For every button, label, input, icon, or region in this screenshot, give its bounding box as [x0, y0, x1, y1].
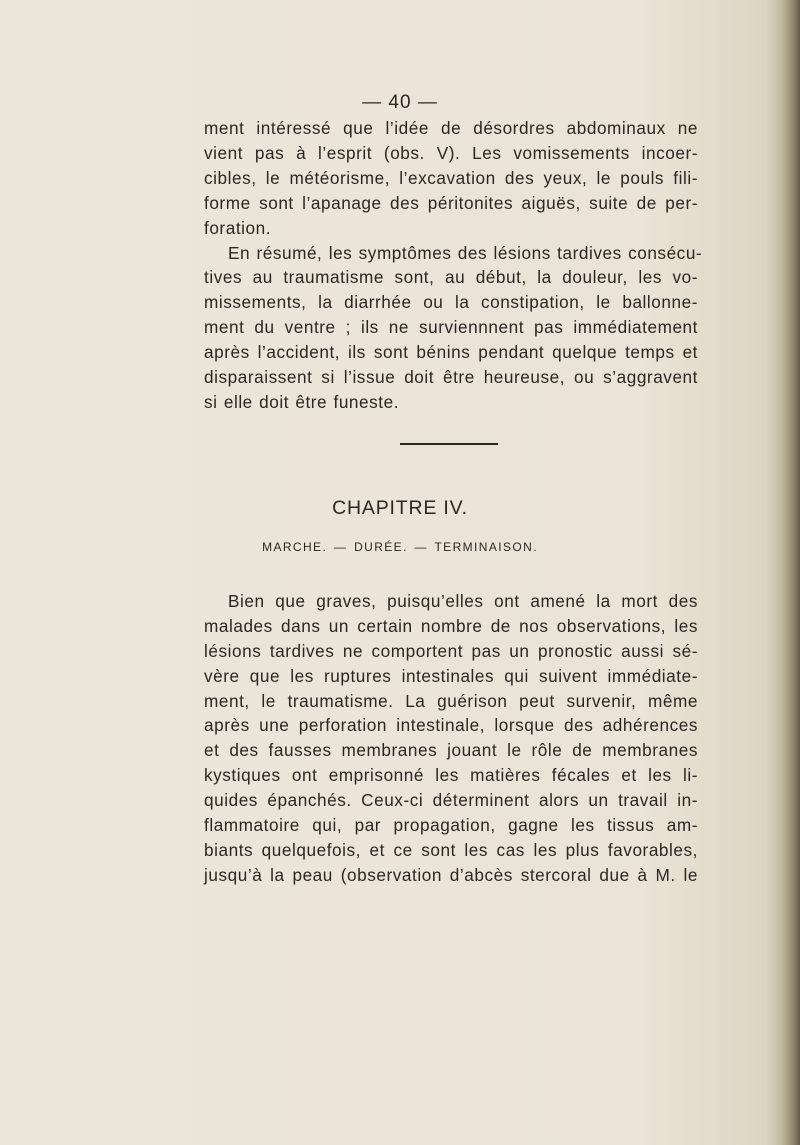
text-line: disparaissent si l’issue doit être heureuse, ou s’aggravent	[204, 366, 698, 387]
text-line: kystiques ont emprisonné les matières fécales et les li-	[204, 765, 698, 786]
text-line: quides épanchés. Ceux-ci déterminent alors un travail in-	[204, 790, 698, 811]
text-line: forme sont l’apanage des péritonites aiguës, suite de per-	[204, 192, 698, 213]
chapter-subtitle: MARCHE. — DURÉE. — TERMINAISON.	[262, 540, 538, 554]
text-line: et des fausses membranes jouant le rôle de membranes	[204, 740, 698, 761]
text-line: vient pas à l’esprit (obs. V). Les vomissements incoer-	[204, 142, 698, 163]
text-line: ment intéressé que l’idée de désordres abdominaux ne	[204, 118, 698, 138]
text-line: En résumé, les symptômes des lésions tardives consécu-	[228, 242, 703, 263]
page-number: — 40 —	[362, 92, 438, 113]
text-line: cibles, le météorisme, l’excavation des yeux, le pouls fili-	[204, 167, 698, 188]
text-line: lésions tardives ne comportent pas un pronostic aussi sé-	[204, 640, 698, 661]
text-line: ment, le traumatisme. La guérison peut survenir, même	[204, 690, 698, 711]
text-line: après une perforation intestinale, lorsque des adhérences	[204, 715, 698, 736]
paragraph-3	[204, 589, 698, 888]
section-divider	[400, 443, 498, 445]
text-line: Bien que graves, puisqu’elles ont amené la mort des	[228, 591, 698, 611]
text-line: vère que les ruptures intestinales qui suivent immédiate-	[204, 665, 698, 686]
text-line: après l’accident, ils sont bénins pendant quelque temps et	[204, 342, 698, 363]
text-line: ment du ventre ; ils ne surviennnent pas immédiatement	[204, 317, 698, 338]
chapter-title: CHAPITRE IV.	[332, 497, 468, 519]
paragraph-2	[204, 241, 703, 415]
text-line: jusqu’à la peau (observation d’abcès stercoral due à M. le	[204, 864, 698, 885]
text-line: foration.	[204, 217, 272, 238]
text-line: flammatoire qui, par propagation, gagne les tissus am-	[204, 815, 698, 836]
text-line: biants quelquefois, et ce sont les cas les plus favorables,	[204, 839, 698, 860]
page-edge-shadow	[766, 0, 800, 1145]
text-line: malades dans un certain nombre de nos observations, les	[204, 615, 698, 636]
text-line: missements, la diarrhée ou la constipation, le ballonne-	[204, 292, 698, 313]
paragraph-1	[204, 116, 698, 240]
text-line: tives au traumatisme sont, au début, la douleur, les vo-	[204, 267, 698, 288]
text-line: si elle doit être funeste.	[204, 391, 400, 412]
